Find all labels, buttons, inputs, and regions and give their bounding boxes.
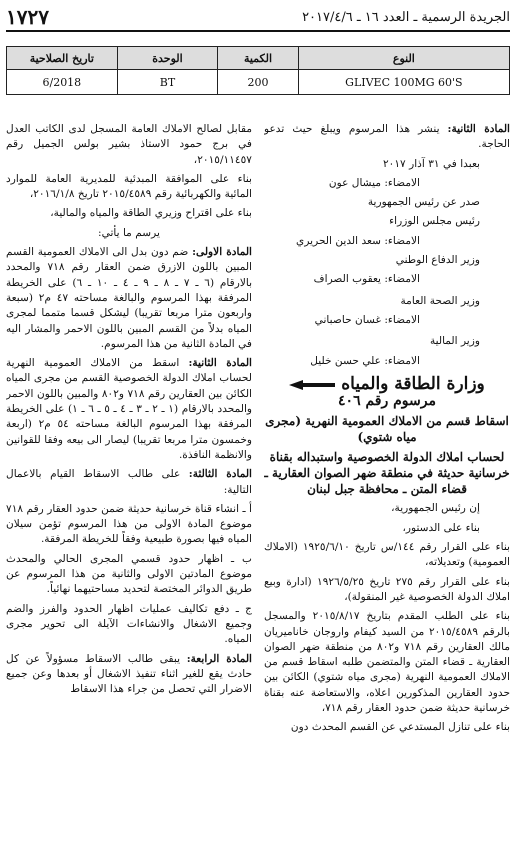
header-unit: الوحدة xyxy=(117,47,218,70)
article-label: المادة الثالثة: xyxy=(188,468,252,481)
article-label: المادة الاولى: xyxy=(192,246,252,259)
signature-president: الامضاء: ميشال عون xyxy=(328,176,420,189)
defense-title: وزير الدفاع الوطني xyxy=(395,254,480,267)
right-column xyxy=(264,122,510,856)
signature-defense: الامضاء: يعقوب الصراف xyxy=(313,273,420,286)
product-table xyxy=(6,46,510,95)
header-expiry: تاريخ الصلاحية xyxy=(7,47,118,70)
table-header-row xyxy=(7,47,510,70)
paragraph: بناء على الموافقة المبدئية للمديرية العامة للموارد المائية والكهربائية رقم ٢٠١٥/٤٥٨٩ تاريخ ٢٠١٦/١/٨، xyxy=(6,172,252,201)
ministry-title: وزارة الطاقة والمياه xyxy=(341,373,485,394)
intro-president: إن رئيس الجمهورية، xyxy=(391,502,480,515)
paragraph: بناء على القرار رقم ١٤٤/س تاريخ ١٩٢٥/٦/١٠ (الاملاك العمومية) وتعديلاته، xyxy=(264,541,510,569)
article-label: المادة الثانية: xyxy=(188,357,252,370)
article-text: يبقى طالب الاسقاط مسؤولاً عن كل حادث يقع للغير اثناء تنفيذ الاشغال أو بعدها وعن جميع الاضرار التي تحصل من جراء هذا الاسقاط xyxy=(6,652,252,696)
decree-formula: يرسم ما يأتي: xyxy=(98,226,160,239)
article-4 xyxy=(6,652,252,698)
article-1 xyxy=(6,245,252,352)
health-title: وزير الصحة العامة xyxy=(400,294,480,307)
article-2-end xyxy=(264,122,510,153)
signature-finance: الامضاء: علي حسن خليل xyxy=(310,354,420,367)
page-number: ١٧٢٧ xyxy=(6,5,49,29)
list-item: ج ـ دفع تكاليف عمليات اظهار الحدود والفرز والضم وجميع الاشغال والانشاءات الآيلة الى تحوير مجرى المياه. xyxy=(6,602,252,646)
list-item: ب ـ اظهار حدود قسمي المجرى الحالي والمحدث موضوع المادتين الاولى والثانية من هذا المرسوم عن طريق الدوائر المختصة لتحديد مساحتيهما نهائياً. xyxy=(6,552,252,596)
intro-constitution: بناء على الدستور، xyxy=(402,521,480,534)
list-item: أ ـ انشاء قناة خرسانية حديثة ضمن حدود العقار رقم ٧١٨ موضوع المادة الاولى من هذا المرسوم تؤمن سيلان المياه فيها بصورة طبيعية وفقاً للخريطة المرفقة. xyxy=(6,502,252,546)
paragraph: بناء على القرار رقم ٢٧٥ تاريخ ١٩٢٦/٥/٢٥ (ادارة وبيع املاك الدولة الخصوصية غير المنقولة)، xyxy=(264,575,510,603)
article-text: ضم دون بدل الى الاملاك العمومية القسم المبين باللون الازرق ضمن العقار رقم ٧١٨ والمحدد بالارقام (٦ ـ ٧ ـ ٨ ـ ٩ ـ ٤ ـ ١٠ ـ ٦) على الخريطة المرفقة بهذا المرسوم والبالغة مساحته ٤٧ م٢ (سبعة واربعون مترا مربعا تقريبا) ليشكل قسما متمما لمجرى المياه بدلاً من القسم المبين باللون الاحمر والمشار اليه في المادة الثانية من هذا المرسوم. xyxy=(6,246,252,350)
paragraph: بناء على الطلب المقدم بتاريخ ٢٠١٥/٨/١٧ والمسجل بالرقم ٢٠١٥/٤٥٨٩ من السيد كيفام واروجان خاناميريان مالك العقارين رقم ٧١٨ و٨٠٢ من منطقة ضهر الصوان العقارية ـ قضاء المتن والمتضمن طلبه اسقاط قسم من الاملاك العمومية النهرية (مجرى مياه شتوي) الكائن بين حدود العقارين المذكورين اعلاه، والاستعاضة عنه بقناة خرسانية حديثة ضمن حدود العقار رقم ٧١٨، xyxy=(264,610,510,715)
ministry-heading xyxy=(264,373,510,394)
article-text: اسقط من الاملاك العمومية النهرية لحساب املاك الدولة الخصوصية القسم من مجرى المياه الكائن بين العقارين رقم ٧١٨ و٨٠٢ والمبين باللون الاحمر والمحدد بالارقام (١ ـ ٢ ـ ٣ ـ ٤ ـ ٥ ـ ٦ ـ ١) على الخريطة المرفقة بهذا المرسوم البالغة مساحته ٥٤ م٢ (اربعة وخمسون مترا مربعا تقريبا) ليصار الى بيعه وفقا للقوانين والانظمة النافذة. xyxy=(6,357,252,461)
decree-subtitle: اسقاط قسم من الاملاك العمومية النهرية (مجرى مياه شتوي) xyxy=(265,414,509,445)
decree-subtitle-2: لحساب املاك الدولة الخصوصية واستبداله بقناة خرسانية حديثة في منطقة ضهر الصوان العقارية ـ قضاء المتن ـ محافظة جبل لبنان xyxy=(264,450,510,497)
running-header: الجريدة الرسمية ـ العدد ١٦ ـ ٢٠١٧/٤/٦ xyxy=(302,9,510,25)
cell-type: GLIVEC 100MG 60'S xyxy=(298,70,509,95)
paragraph: مقابل لصالح الاملاك العامة المسجل لدى الكاتب العدل في برج حمود الاستاذ بشير بولس الجميل رقم ٢٠١٥/١١٤٥٧، xyxy=(6,123,252,166)
decree-title: مرسوم رقم ٤٠٦ xyxy=(338,393,436,410)
article-2 xyxy=(6,356,252,463)
article-3 xyxy=(6,467,252,498)
finance-title: وزير المالية xyxy=(429,335,480,348)
page-header xyxy=(6,4,510,32)
pm-title: رئيس مجلس الوزراء xyxy=(389,215,480,228)
signature-pm: الامضاء: سعد الدين الحريري xyxy=(296,234,420,247)
issued-by: صدر عن رئيس الجمهورية xyxy=(367,196,480,209)
signing-date: بعبدا في ٣١ آذار ٢٠١٧ xyxy=(382,157,480,170)
article-label: المادة الثانية: xyxy=(447,123,510,135)
arrow-icon xyxy=(289,380,335,390)
left-column xyxy=(6,122,252,856)
cell-expiry: 6/2018 xyxy=(7,70,118,95)
header-type: النوع xyxy=(298,47,509,70)
paragraph: بناء على اقتراح وزيري الطاقة والمياه والمالية، xyxy=(50,207,252,220)
article-text: على طالب الاسقاط القيام بالاعمال التالية: xyxy=(6,468,252,496)
header-quantity: الكمية xyxy=(218,47,298,70)
table-row xyxy=(7,70,510,95)
article-text: ينشر هذا المرسوم ويبلغ حيث تدعو الحاجة. xyxy=(264,123,510,151)
paragraph: بناء على تنازل المستدعي عن القسم المحدث دون xyxy=(290,721,510,734)
article-label: المادة الرابعة: xyxy=(186,652,252,665)
signature-health: الامضاء: غسان حاصباني xyxy=(314,313,420,326)
cell-unit: BT xyxy=(117,70,218,95)
cell-quantity: 200 xyxy=(218,70,298,95)
